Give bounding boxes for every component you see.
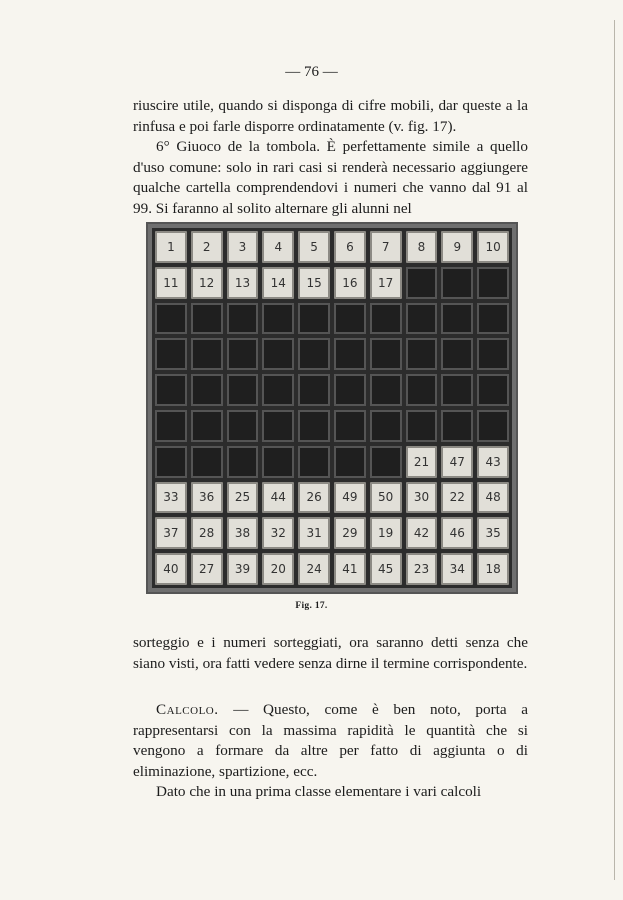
empty-slot (262, 410, 294, 442)
empty-slot (334, 338, 366, 370)
number-tile: 14 (262, 267, 294, 299)
calcolo-section (133, 700, 528, 803)
empty-slot (334, 303, 366, 335)
calcolo-heading: Calcolo. (156, 701, 219, 718)
paragraph-last-line: Dato che in una prima classe elementare i vari calcoli (156, 783, 482, 800)
number-tile: 11 (155, 267, 187, 299)
empty-slot (262, 338, 294, 370)
empty-slot (406, 267, 438, 299)
number-tile: 34 (441, 553, 473, 585)
empty-slot (227, 303, 259, 335)
number-tile: 35 (477, 517, 509, 549)
empty-slot (191, 374, 223, 406)
number-tile: 47 (441, 446, 473, 478)
empty-slot (477, 374, 509, 406)
number-tile: 40 (155, 553, 187, 585)
number-tile: 31 (298, 517, 330, 549)
empty-slot (191, 410, 223, 442)
empty-slot (334, 446, 366, 478)
empty-slot (262, 446, 294, 478)
number-tile: 29 (334, 517, 366, 549)
number-tile: 43 (477, 446, 509, 478)
bottom-text (133, 633, 528, 674)
empty-slot (298, 446, 330, 478)
number-tile: 1 (155, 231, 187, 263)
empty-slot (406, 338, 438, 370)
empty-slot (370, 338, 402, 370)
paragraph-tombola: 6° Giuoco de la tombola. È perfettamente simile a quello d'uso comune: solo in rari casi si renderà necessario aggiungere qualche cartella comprendendovi i numeri che vanno dal 91 al 99. Si faranno al solito alternare gli alunni nel (133, 138, 528, 217)
empty-slot (441, 303, 473, 335)
number-tile: 38 (227, 517, 259, 549)
empty-slot (477, 267, 509, 299)
empty-slot (298, 338, 330, 370)
number-tile: 24 (298, 553, 330, 585)
empty-slot (227, 374, 259, 406)
empty-slot (227, 338, 259, 370)
number-tile: 37 (155, 517, 187, 549)
number-tile: 30 (406, 482, 438, 514)
number-tile: 5 (298, 231, 330, 263)
number-tile: 16 (334, 267, 366, 299)
paragraph-calcolo (133, 700, 528, 782)
empty-slot (477, 338, 509, 370)
empty-slot (191, 338, 223, 370)
number-tile: 46 (441, 517, 473, 549)
number-tile: 19 (370, 517, 402, 549)
empty-slot (477, 410, 509, 442)
number-tile: 25 (227, 482, 259, 514)
empty-slot (370, 446, 402, 478)
number-tile: 21 (406, 446, 438, 478)
empty-slot (191, 303, 223, 335)
number-tile: 12 (191, 267, 223, 299)
number-tile: 27 (191, 553, 223, 585)
number-tile: 17 (370, 267, 402, 299)
top-text (133, 96, 528, 219)
empty-slot (406, 303, 438, 335)
empty-slot (334, 374, 366, 406)
empty-slot (370, 303, 402, 335)
number-tile: 13 (227, 267, 259, 299)
empty-slot (370, 410, 402, 442)
empty-slot (441, 338, 473, 370)
empty-slot (334, 410, 366, 442)
number-tile: 48 (477, 482, 509, 514)
number-tile: 41 (334, 553, 366, 585)
empty-slot (155, 410, 187, 442)
number-tile: 3 (227, 231, 259, 263)
empty-slot (406, 410, 438, 442)
number-tile: 9 (441, 231, 473, 263)
number-tile: 23 (406, 553, 438, 585)
empty-slot (227, 446, 259, 478)
paragraph-intro: riuscire utile, quando si disponga di cifre mobili, dar queste a la rinfusa e poi farle disporre ordinatamente (v. fig. 17). (133, 97, 528, 135)
number-tile: 49 (334, 482, 366, 514)
page-edge-line (614, 20, 615, 880)
empty-slot (298, 374, 330, 406)
figure-caption: Fig. 17. (295, 601, 328, 611)
tombola-grid (153, 229, 511, 587)
number-tile: 2 (191, 231, 223, 263)
empty-slot (155, 374, 187, 406)
number-tile: 45 (370, 553, 402, 585)
empty-slot (441, 267, 473, 299)
empty-slot (155, 446, 187, 478)
number-tile: 44 (262, 482, 294, 514)
number-tile: 4 (262, 231, 294, 263)
empty-slot (262, 374, 294, 406)
number-tile: 28 (191, 517, 223, 549)
number-tile: 8 (406, 231, 438, 263)
empty-slot (155, 338, 187, 370)
number-tile: 33 (155, 482, 187, 514)
number-tile: 15 (298, 267, 330, 299)
empty-slot (441, 410, 473, 442)
tombola-board-figure (146, 222, 518, 594)
number-tile: 39 (227, 553, 259, 585)
number-tile: 7 (370, 231, 402, 263)
empty-slot (155, 303, 187, 335)
empty-slot (477, 303, 509, 335)
empty-slot (227, 410, 259, 442)
number-tile: 20 (262, 553, 294, 585)
empty-slot (441, 374, 473, 406)
number-tile: 50 (370, 482, 402, 514)
number-tile: 42 (406, 517, 438, 549)
number-tile: 26 (298, 482, 330, 514)
number-tile: 22 (441, 482, 473, 514)
empty-slot (191, 446, 223, 478)
number-tile: 32 (262, 517, 294, 549)
empty-slot (406, 374, 438, 406)
empty-slot (298, 410, 330, 442)
calcolo-text: — Questo, come è ben noto, porta a rappresentarsi con la massima rapidità le quantità che si vengono a formare da altre per fatto di aggiunta o di eliminazione, spartizione, ecc. (133, 701, 528, 780)
number-tile: 36 (191, 482, 223, 514)
number-tile: 10 (477, 231, 509, 263)
empty-slot (298, 303, 330, 335)
number-tile: 18 (477, 553, 509, 585)
empty-slot (262, 303, 294, 335)
number-tile: 6 (334, 231, 366, 263)
empty-slot (370, 374, 402, 406)
page-number: — 76 — (285, 64, 338, 80)
paragraph-continuation: sorteggio e i numeri sorteggiati, ora saranno detti senza che siano visti, ora fatti vedere senza dirne il termine corrispondente. (133, 634, 528, 672)
